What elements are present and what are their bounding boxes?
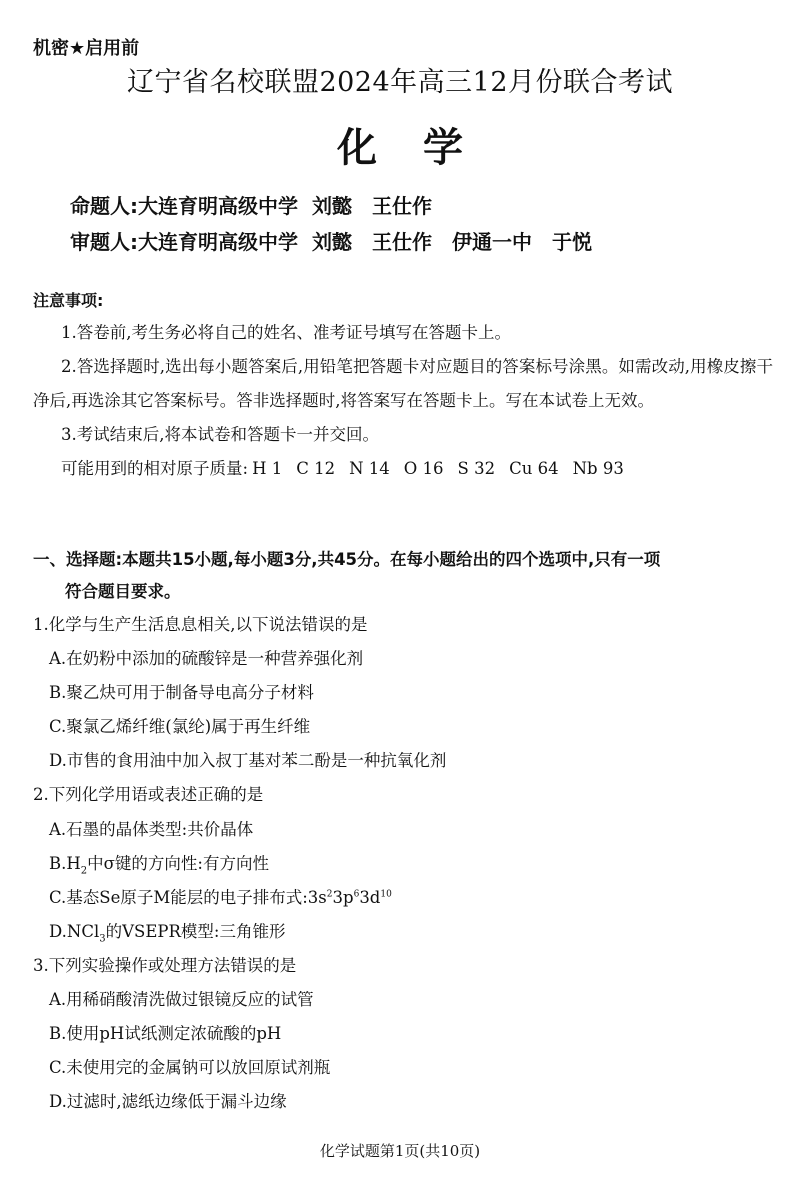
- atomic-mass: N 14: [349, 459, 390, 478]
- question-option: D.过滤时,滤纸边缘低于漏斗边缘: [49, 1092, 287, 1112]
- question-option: D.市售的食用油中加入叔丁基对苯二酚是一种抗氧化剂: [49, 751, 447, 771]
- question-option: [33, 915, 773, 949]
- option-text: C.基态Se原子M能层的电子排布式:3s: [49, 887, 327, 907]
- question-option: [33, 847, 773, 881]
- proposer-line: [70, 188, 592, 224]
- proposer-name: 王仕作: [372, 194, 432, 218]
- atomic-mass: C 12: [296, 459, 336, 478]
- reviewer-name: 王仕作: [372, 230, 432, 254]
- section-heading-line: 一、选择题:本题共15小题,每小题3分,共45分。在每小题给出的四个选项中,只有一项: [33, 550, 661, 569]
- option-text: 的VSEPR模型:三角锥形: [105, 921, 286, 941]
- notice-item: 1.答卷前,考生务必将自己的姓名、准考证号填写在答题卡上。: [61, 323, 511, 342]
- question-option: [33, 881, 773, 915]
- reviewer-name: 伊通一中: [452, 230, 532, 254]
- proposer-label: 命题人:大连育明高级中学: [70, 194, 298, 218]
- reviewer-name: 刘懿: [312, 230, 352, 254]
- question-option: A.在奶粉中添加的硫酸锌是一种营养强化剂: [49, 649, 364, 669]
- question: [33, 778, 773, 948]
- notice-item: 3.考试结束后,将本试卷和答题卡一并交回。: [61, 425, 379, 444]
- section-heading: [33, 544, 773, 608]
- reviewer-label: 审题人:大连育明高级中学: [70, 230, 298, 254]
- question-option: B.使用pH试纸测定浓硫酸的pH: [49, 1024, 282, 1044]
- atomic-mass: Nb 93: [572, 459, 624, 478]
- atomic-mass: Cu 64: [509, 459, 559, 478]
- page-footer: 化学试题第1页(共10页): [319, 1142, 481, 1160]
- question-stem: 1.化学与生产生活息息相关,以下说法错误的是: [33, 615, 368, 634]
- option-text: 中σ键的方向性:有方向性: [87, 853, 269, 873]
- notice-item: 2.答选择题时,选出每小题答案后,用铅笔把答题卡对应题目的答案标号涂黑。如需改动,用橡皮擦干净后,再选涂其它答案标号。答非选择题时,将答案写在答题卡上。写在本试卷上无效。: [33, 357, 773, 410]
- question: [33, 949, 773, 1119]
- atomic-mass-label: 可能用到的相对原子质量:: [61, 459, 249, 478]
- question-list: [33, 608, 773, 1119]
- atomic-mass: H 1: [252, 459, 283, 478]
- question-option: A.用稀硝酸清洗做过银镜反应的试管: [49, 990, 314, 1010]
- atomic-mass: O 16: [403, 459, 444, 478]
- option-text: B.H: [49, 853, 81, 873]
- confidential-mark: 机密★启用前: [33, 38, 140, 59]
- atomic-mass: S 32: [457, 459, 496, 478]
- subscript: 2: [80, 864, 88, 876]
- superscript: 6: [353, 889, 360, 900]
- superscript: 10: [380, 889, 392, 900]
- subject-char-2: 学: [423, 125, 463, 171]
- notice-title: 注意事项:: [33, 291, 104, 310]
- question-option: C.未使用完的金属钠可以放回原试剂瓶: [49, 1058, 331, 1078]
- question-option: A.石墨的晶体类型:共价晶体: [49, 819, 254, 839]
- question-option: B.聚乙炔可用于制备导电高分子材料: [49, 683, 314, 703]
- question-stem: 2.下列化学用语或表述正确的是: [33, 785, 264, 805]
- superscript: 2: [326, 889, 333, 900]
- section-heading-line: 符合题目要求。: [65, 582, 181, 601]
- option-text: 3p: [332, 887, 354, 907]
- option-text: D.NCl: [49, 921, 100, 941]
- question-option: C.聚氯乙烯纤维(氯纶)属于再生纤维: [49, 717, 311, 737]
- reviewer-name: 于悦: [552, 230, 592, 254]
- proposer-name: 刘懿: [312, 194, 352, 218]
- authors-block: [70, 188, 592, 260]
- atomic-mass-line: [33, 452, 773, 486]
- option-text: 3d: [359, 887, 381, 907]
- question-stem: 3.下列实验操作或处理方法错误的是: [33, 955, 297, 975]
- subject-char-1: 化: [337, 125, 377, 171]
- subscript: 3: [99, 933, 106, 945]
- reviewer-line: [70, 224, 592, 260]
- exam-title: 辽宁省名校联盟2024年高三12月份联合考试: [126, 67, 674, 98]
- notice-list: [33, 316, 773, 486]
- question: [33, 608, 773, 778]
- subject-title: [0, 116, 800, 173]
